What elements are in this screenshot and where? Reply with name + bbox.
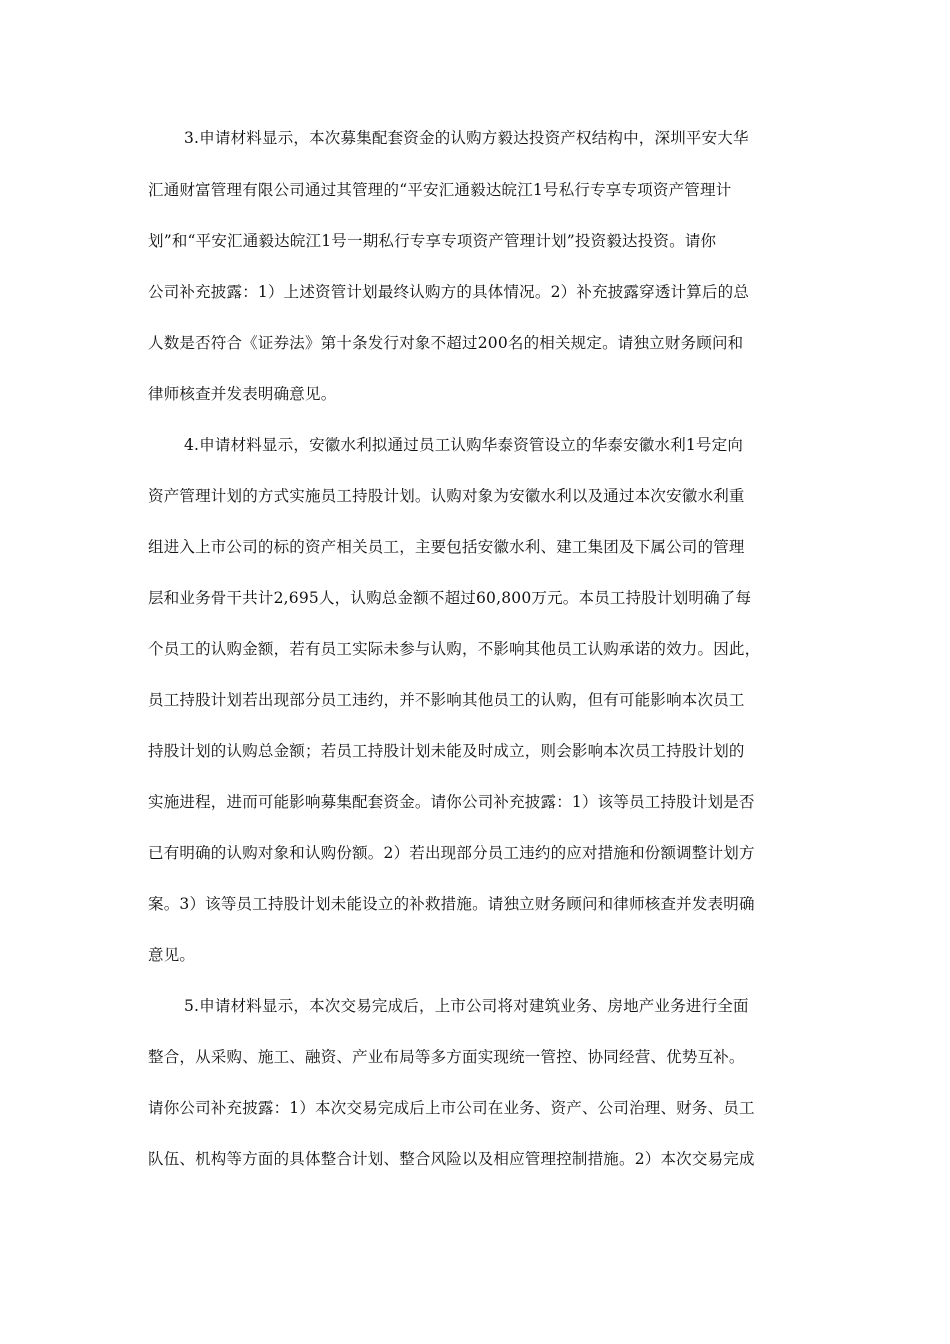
paragraph-5-line-2: 整合，从采购、施工、融资、产业布局等多方面实现统一管控、协同经营、优势互补。 — [148, 1048, 745, 1066]
paragraph-4-line-9: 已有明确的认购对象和认购份额。2）若出现部分员工违约的应对措施和份额调整计划方 — [148, 844, 755, 862]
paragraph-4-line-11: 意见。 — [148, 946, 196, 964]
paragraph-3-line-3: 划”和“平安汇通毅达皖江1号一期私行专享专项资产管理计划”投资毅达投资。请你 — [148, 232, 717, 250]
paragraph-5-line-3: 请你公司补充披露：1）本次交易完成后上市公司在业务、资产、公司治理、财务、员工 — [148, 1099, 755, 1117]
paragraph-3-line-1: 3.申请材料显示，本次募集配套资金的认购方毅达投资产权结构中，深圳平安大华 — [184, 129, 749, 147]
paragraph-4-line-8: 实施进程，进而可能影响募集配套资金。请你公司补充披露：1）该等员工持股计划是否 — [148, 793, 755, 811]
paragraph-4-line-2: 资产管理计划的方式实施员工持股计划。认购对象为安徽水利以及通过本次安徽水利重 — [148, 487, 745, 505]
paragraph-3-line-2: 汇通财富管理有限公司通过其管理的“平安汇通毅达皖江1号私行专享专项资产管理计 — [148, 181, 732, 199]
paragraph-4-line-10: 案。3）该等员工持股计划未能设立的补救措施。请独立财务顾问和律师核查并发表明确 — [148, 895, 755, 913]
paragraph-4-line-6: 员工持股计划若出现部分员工违约，并不影响其他员工的认购，但有可能影响本次员工 — [148, 691, 745, 709]
paragraph-3-line-6: 律师核查并发表明确意见。 — [148, 385, 337, 403]
paragraph-4-line-7: 持股计划的认购总金额；若员工持股计划未能及时成立，则会影响本次员工持股计划的 — [148, 742, 745, 760]
paragraph-5-line-4: 队伍、机构等方面的具体整合计划、整合风险以及相应管理控制措施。2）本次交易完成 — [148, 1150, 755, 1168]
paragraph-3-line-4: 公司补充披露：1）上述资管计划最终认购方的具体情况。2）补充披露穿透计算后的总 — [148, 283, 750, 301]
paragraph-4-line-1: 4.申请材料显示，安徽水利拟通过员工认购华泰资管设立的华泰安徽水利1号定向 — [184, 436, 744, 454]
paragraph-4-line-4: 层和业务骨干共计2,695人，认购总金额不超过60,800万元。本员工持股计划明确了每 — [148, 589, 752, 607]
paragraph-4-line-5: 个员工的认购金额，若有员工实际未参与认购，不影响其他员工认购承诺的效力。因此， — [148, 640, 761, 658]
paragraph-3-line-5: 人数是否符合《证券法》第十条发行对象不超过200名的相关规定。请独立财务顾问和 — [148, 334, 744, 352]
paragraph-5-line-1: 5.申请材料显示，本次交易完成后，上市公司将对建筑业务、房地产业务进行全面 — [184, 997, 749, 1015]
paragraph-4-line-3: 组进入上市公司的标的资产相关员工，主要包括安徽水利、建工集团及下属公司的管理 — [148, 538, 745, 556]
